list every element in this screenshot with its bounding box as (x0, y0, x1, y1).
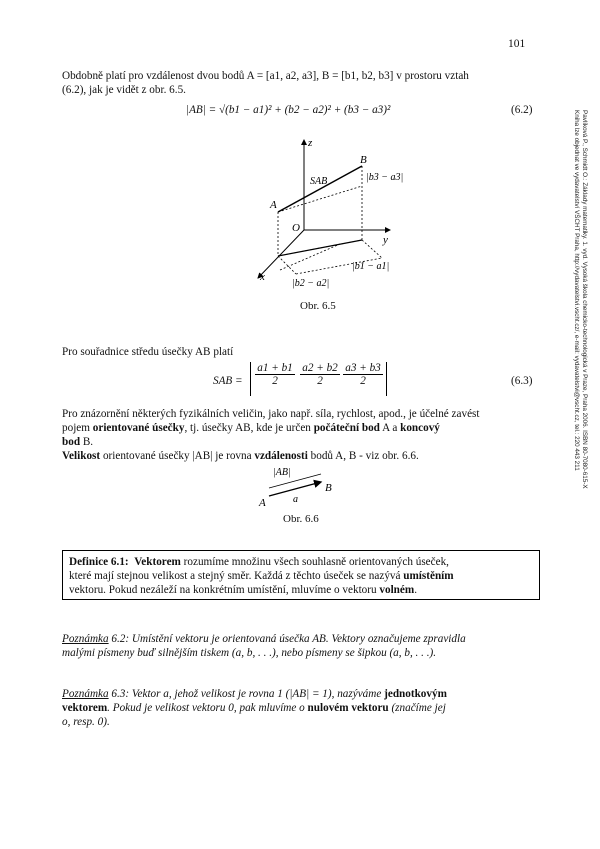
label-y: y (383, 234, 388, 246)
label-b3-a3: |b3 − a3| (366, 172, 404, 183)
definition-bold-1: Vektorem (134, 556, 181, 568)
projection-segment (278, 240, 362, 256)
sidebar-line-2: Kniha lze objednat ve vydavatelství VŠCHT Praha, http://vydavatelstvi.vscht.cz/, e-mail: vydavatelstvi@vscht.cz, tel.: 220 443 211 (573, 110, 580, 471)
label-b2-a2: |b2 − a2| (292, 278, 330, 289)
midpoint-intro: Pro souřadnice středu úsečky AB platí (62, 346, 234, 358)
label-vector-a: a (293, 494, 298, 505)
note63-line-3: o, resp. 0). (62, 716, 110, 728)
para2-text-b: , tj. úsečky AB, kde je určen (184, 422, 314, 434)
definition-text-4: . (414, 584, 417, 596)
equation-6-3-term-3 (343, 362, 383, 387)
definition-bold-3: volném (379, 584, 415, 596)
label-b1-a1: |b1 − a1| (352, 261, 390, 272)
equation-6-3-term-2 (300, 362, 340, 387)
note63-number: 6.3: (108, 688, 130, 700)
label-x: x (260, 271, 265, 283)
definition-line-3 (69, 583, 533, 597)
para2-bold-1: orientované úsečky (92, 422, 185, 434)
page-number: 101 (508, 38, 526, 50)
term-2-denominator: 2 (317, 375, 323, 387)
definition-text-2: které mají stejnou velikost a stejný směr. Každá z těchto úseček se nazývá (69, 570, 404, 582)
note63-bold-2: vektorem (62, 702, 108, 714)
para2-bold-4: bod (62, 436, 81, 448)
figure-6-6-caption: Obr. 6.6 (283, 513, 319, 525)
label-z: z (308, 137, 313, 149)
paragraph-oriented-segment (62, 407, 542, 463)
note63-text-2: . Pokud je velikost vektoru 0, pak mluvíme o (107, 702, 308, 714)
term-2-numerator: a2 + b2 (300, 362, 340, 375)
intro-paragraph (62, 69, 542, 97)
equation-6-3-term-1 (255, 362, 295, 387)
figure-6-5-diagram (240, 130, 420, 290)
note62-line-2: malými písmeny buď silnějším tiskem (a, b, . . .), nebo písmeny se šipkou (a, b, . . .). (62, 647, 437, 659)
sidebar-citation (572, 110, 588, 489)
para3-text-1: orientované úsečky |AB| je rovna (100, 450, 255, 462)
term-1-denominator: 2 (272, 375, 278, 387)
para3-line (62, 449, 542, 463)
note63-bold-3: nulovém vektoru (307, 702, 389, 714)
para3-text-2: bodů A, B - viz obr. 6.6. (307, 450, 419, 462)
intro-line-2: (6.2), jak je vidět z obr. 6.5. (62, 84, 186, 96)
definition-box (62, 550, 540, 600)
note63-label: Poznámka (62, 688, 109, 700)
note-6-3 (62, 687, 542, 729)
x-axis (258, 230, 304, 278)
para2-text-d: B. (80, 436, 94, 448)
label-a: A (259, 497, 266, 509)
para2-text-c: A a (379, 422, 401, 434)
note63-line-1 (62, 687, 542, 701)
note63-text-3: (značíme jej (388, 702, 446, 714)
equation-6-2: |AB| = √(b1 − a1)² + (b2 − a2)² + (b3 − a3)² (186, 104, 391, 116)
note63-line-2 (62, 701, 542, 715)
para2-bold-2: počáteční bod (313, 422, 380, 434)
para2-text-a: pojem (62, 422, 93, 434)
note62-number: 6.2: (108, 633, 130, 645)
definition-label: Definice 6.1: (69, 556, 129, 568)
term-1-numerator: a1 + b1 (255, 362, 295, 375)
equation-6-2-number: (6.2) (511, 104, 533, 116)
para3-bold-1: Velikost (62, 450, 101, 462)
label-b: B (360, 154, 367, 166)
note62-label: Poznámka (62, 633, 109, 645)
figure-6-5-caption: Obr. 6.5 (300, 300, 336, 312)
label-ab-magnitude: |AB| (273, 467, 291, 478)
term-3-numerator: a3 + b3 (343, 362, 383, 375)
definition-text (63, 551, 539, 597)
intro-line-1: Obdobně platí pro vzdálenost dvou bodů A = [a1, a2, a3], B = [b1, b2, b3] v prostoru vztah (62, 70, 469, 82)
equation-6-3-number: (6.3) (511, 375, 533, 387)
definition-line-2 (69, 569, 533, 583)
note63-bold-1: jednotkovým (384, 688, 447, 700)
sidebar-line-1: Pavlíková P., Schmidt O.: Základy matematiky. 1. vyd. Vysoká škola chemicko-technologická v Praze, Praha 2006. ISBN 80-7080-615-X (581, 110, 588, 489)
label-sab: SAB (310, 176, 328, 187)
para2-line-2 (62, 421, 542, 435)
para2-line-1: Pro znázornění některých fyzikálních veličin, jako např. síla, rychlost, apod., je účelné zavést (62, 408, 480, 420)
label-a: A (270, 199, 277, 211)
para3-bold-2: vzdálenosti (254, 450, 308, 462)
para2-bold-3: koncový (400, 422, 440, 434)
note62-text-1: Umístění vektoru je orientovaná úsečka AB. Vektory označujeme zpravidla (129, 633, 466, 645)
equation-6-3-lhs: SAB = (213, 375, 243, 387)
label-o: O (292, 222, 300, 234)
definition-bold-2: umístěním (403, 570, 454, 582)
note62-line-1 (62, 632, 542, 646)
term-3-denominator: 2 (360, 375, 366, 387)
label-b: B (325, 482, 332, 494)
segment-ab (278, 166, 362, 212)
definition-line-1 (69, 555, 533, 569)
figure-6-6-diagram (255, 466, 355, 516)
definition-text-1: rozumíme množinu všech souhlasně orientovaných úseček, (180, 556, 449, 568)
note-6-2 (62, 632, 542, 660)
definition-text-3: vektoru. Pokud nezáleží na konkrétním umístění, mluvíme o vektoru (69, 584, 380, 596)
para2-line-3 (62, 435, 542, 449)
note63-text-1: Vektor a, jehož velikost je rovna 1 (|AB| = 1), nazýváme (129, 688, 385, 700)
